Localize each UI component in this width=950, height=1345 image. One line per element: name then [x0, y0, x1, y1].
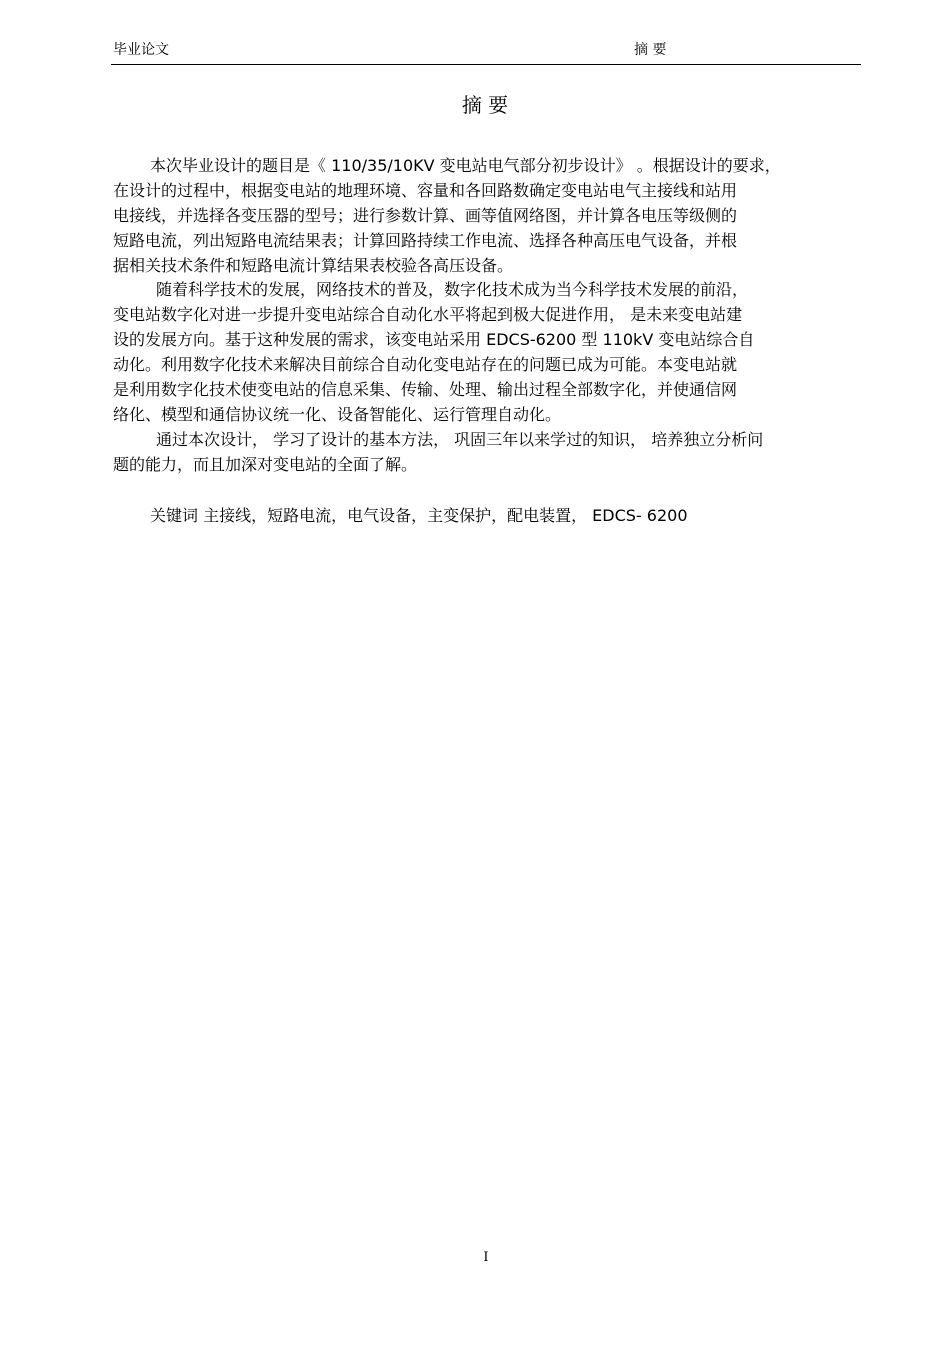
paragraph-2-line-3: 设的发展方向。基于这种发展的需求，该变电站采用 EDCS-6200 型 110kV 变电站综合自: [113, 330, 755, 349]
paragraph-1-line-5: 据相关技术条件和短路电流计算结果表校验各高压设备。: [113, 256, 514, 275]
header-divider: [111, 64, 861, 65]
paragraph-2-line-6: 络化、模型和通信协议统一化、设备智能化、运行管理自动化。: [113, 405, 562, 424]
paragraph-2-line-2: 变电站数字化对进一步提升变电站综合自动化水平将起到极大促进作用， 是未来变电站建: [113, 305, 743, 324]
paragraph-3-line-1: 通过本次设计， 学习了设计的基本方法， 巩固三年以来学过的知识， 培养独立分析问: [156, 430, 764, 449]
paragraph-1-line-3: 电接线，并选择各变压器的型号；进行参数计算、画等值网络图，并计算各电压等级侧的: [113, 206, 738, 225]
paragraph-2-line-4: 动化。利用数字化技术来解决目前综合自动化变电站存在的问题已成为可能。本变电站就: [113, 355, 738, 374]
paragraph-1-line-4: 短路电流，列出短路电流结果表；计算回路持续工作电流、选择各种高压电气设备，并根: [113, 231, 738, 250]
header-left-text: 毕业论文: [113, 42, 169, 58]
paragraph-2-line-1: 随着科学技术的发展，网络技术的普及，数字化技术成为当今科学技术发展的前沿，: [156, 280, 749, 299]
paragraph-1-line-2: 在设计的过程中，根据变电站的地理环境、容量和各回路数确定变电站电气主接线和站用: [113, 181, 738, 200]
paragraph-2-line-5: 是利用数字化技术使变电站的信息采集、传输、处理、输出过程全部数字化，并使通信网: [113, 380, 738, 399]
page-title: 摘 要: [461, 93, 509, 117]
keywords-line: 关键词 主接线，短路电流，电气设备，主变保护，配电装置， EDCS- 6200: [150, 506, 688, 525]
paragraph-1-line-1: 本次毕业设计的题目是《 110/35/10KV 变电站电气部分初步设计》 。根据设计的要求，: [150, 156, 781, 175]
header-right-text: 摘 要: [634, 42, 667, 58]
paragraph-3-line-2: 题的能力，而且加深对变电站的全面了解。: [113, 455, 418, 474]
page-number: I: [483, 1250, 489, 1265]
